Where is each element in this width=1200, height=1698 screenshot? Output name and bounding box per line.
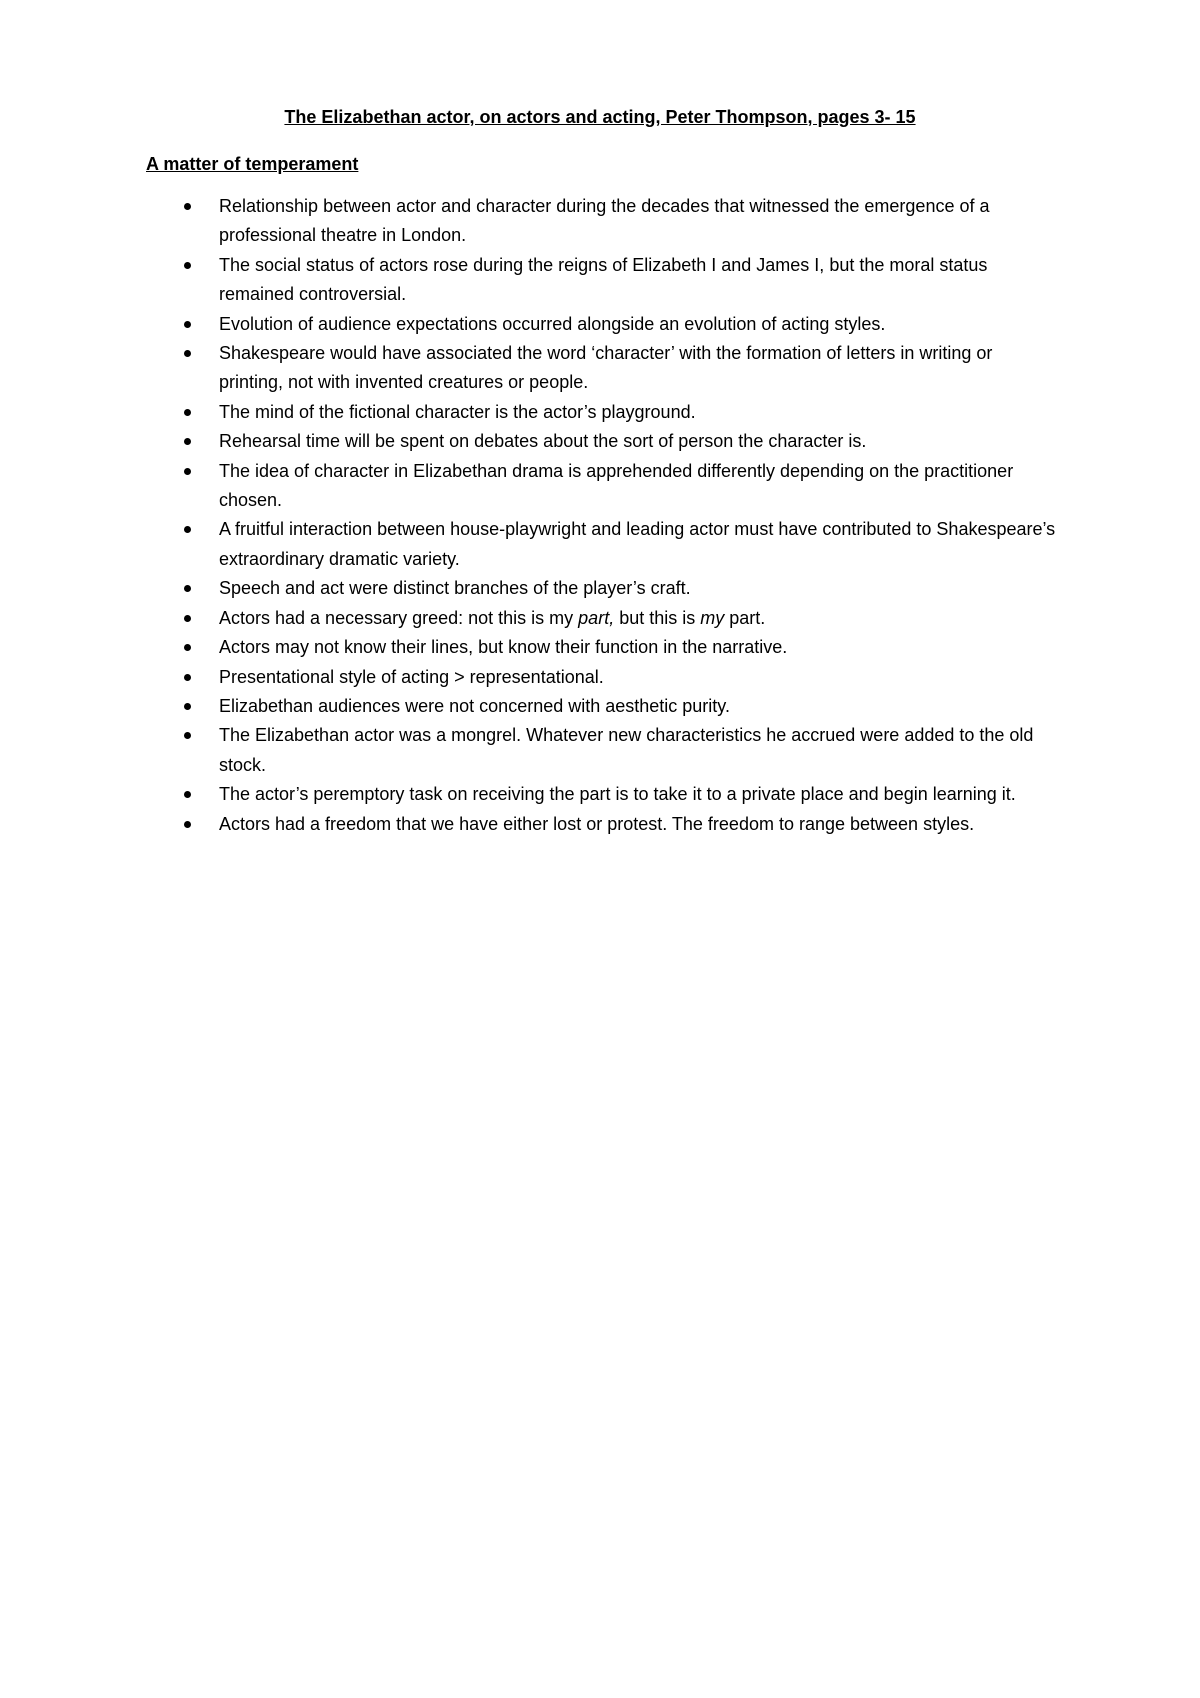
text-run: A fruitful interaction between house-playwright and leading actor must have contributed to Shakespeare’s extraordinary dramatic variety. — [219, 519, 1056, 569]
bullet-list — [0, 192, 1200, 839]
bullet-icon — [184, 674, 191, 681]
bullet-text — [219, 814, 974, 834]
list-item — [0, 810, 1059, 839]
list-item — [0, 663, 1059, 692]
text-run: part. — [724, 607, 766, 628]
list-item — [0, 515, 1059, 574]
text-run: Actors had a necessary greed: not this is my — [219, 607, 579, 628]
bullet-icon — [184, 409, 191, 416]
bullet-text — [219, 725, 1033, 774]
italic-run: part, — [578, 607, 615, 628]
bullet-icon — [184, 526, 191, 533]
list-item — [0, 310, 1059, 339]
list-item — [0, 721, 1059, 780]
bullet-icon — [184, 585, 191, 592]
text-run: Elizabethan audiences were not concerned with aesthetic purity. — [219, 695, 730, 716]
text-run: Evolution of audience expectations occurred alongside an evolution of acting styles. — [219, 313, 886, 334]
bullet-text — [219, 196, 989, 245]
bullet-text — [219, 608, 765, 628]
bullet-icon — [184, 732, 191, 739]
text-run: Presentational style of acting > representational. — [219, 666, 604, 687]
list-item — [0, 692, 1059, 721]
text-run: Actors may not know their lines, but know their function in the narrative. — [219, 637, 788, 658]
bullet-icon — [184, 791, 191, 798]
bullet-text — [219, 667, 604, 687]
bullet-icon — [184, 350, 191, 357]
text-run: Rehearsal time will be spent on debates about the sort of person the character is. — [219, 431, 867, 452]
list-item — [0, 398, 1059, 427]
bullet-text — [219, 314, 885, 334]
text-run: The mind of the fictional character is the actor’s playground. — [219, 401, 696, 422]
bullet-text — [219, 696, 730, 716]
text-run: but this is — [614, 607, 701, 628]
bullet-icon — [184, 821, 191, 828]
bullet-text — [219, 578, 691, 598]
section-heading: A matter of temperament — [146, 154, 359, 174]
bullet-text — [219, 519, 1055, 568]
list-item — [0, 604, 1059, 633]
bullet-icon — [184, 262, 191, 269]
text-run: Shakespeare would have associated the word ‘character’ with the formation of letters in writing or printing, not with invented creatures or people. — [219, 343, 993, 393]
list-item — [0, 192, 1059, 251]
list-item — [0, 427, 1059, 456]
bullet-icon — [184, 703, 191, 710]
text-run: The idea of character in Elizabethan drama is apprehended differently depending on the practitioner chosen. — [219, 460, 1014, 511]
italic-run: my — [700, 607, 725, 628]
text-run: The Elizabethan actor was a mongrel. Whatever new characteristics he accrued were added to the old stock. — [219, 725, 1034, 775]
list-item — [0, 574, 1059, 603]
bullet-icon — [184, 468, 191, 475]
bullet-text — [219, 784, 1016, 804]
bullet-text — [219, 461, 1013, 510]
list-item — [0, 251, 1059, 310]
bullet-icon — [184, 321, 191, 328]
bullet-text — [219, 255, 987, 304]
bullet-text — [219, 637, 787, 657]
list-item — [0, 780, 1059, 809]
text-run: Speech and act were distinct branches of the player’s craft. — [219, 578, 691, 599]
bullet-icon — [184, 615, 191, 622]
text-run: The social status of actors rose during the reigns of Elizabeth I and James I, but the moral status remained controversial. — [219, 254, 988, 305]
bullet-icon — [184, 644, 191, 651]
list-item — [0, 633, 1059, 662]
document-title: The Elizabethan actor, on actors and acting, Peter Thompson, pages 3- 15 — [284, 107, 916, 127]
bullet-text — [219, 431, 866, 451]
bullet-icon — [184, 203, 191, 210]
bullet-text — [219, 343, 992, 392]
bullet-text — [219, 402, 696, 422]
list-item — [0, 339, 1059, 398]
text-run: Relationship between actor and character during the decades that witnessed the emergence of a professional theatre in London. — [219, 196, 990, 246]
text-run: The actor’s peremptory task on receiving the part is to take it to a private place and begin learning it. — [219, 784, 1016, 805]
bullet-icon — [184, 438, 191, 445]
text-run: Actors had a freedom that we have either lost or protest. The freedom to range between styles. — [219, 813, 975, 834]
list-item — [0, 457, 1059, 516]
